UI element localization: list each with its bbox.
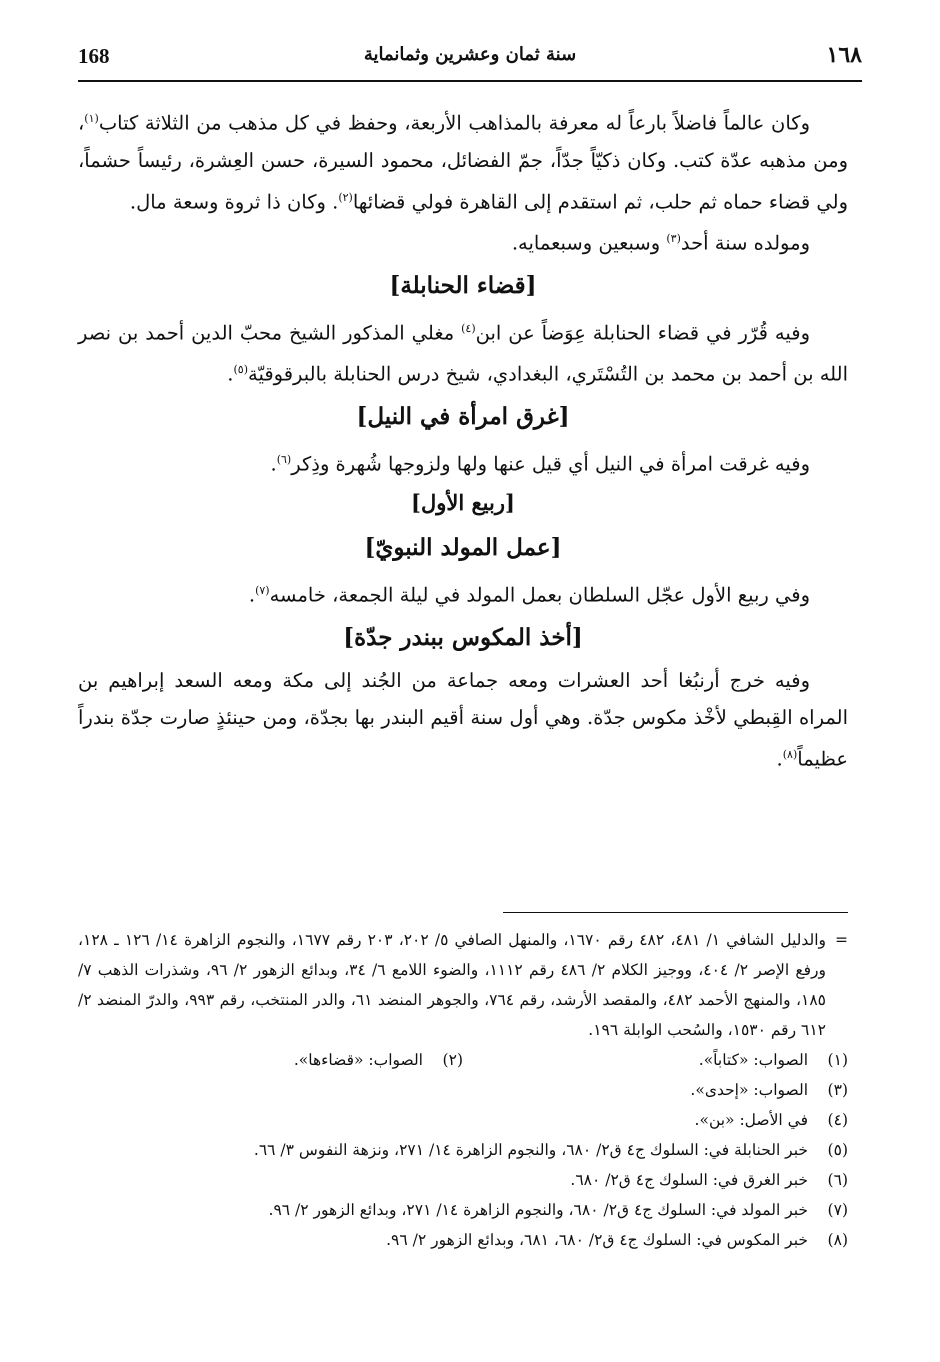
footnote-3: [78, 1075, 848, 1105]
paragraph-3-text-3: .: [227, 362, 234, 386]
footnote-5: [78, 1135, 848, 1165]
section-heading-mawlid: [عمل المولد النبويّ]: [364, 534, 562, 561]
paragraph-2-text: ومولده سنة أحد: [680, 231, 810, 255]
continuation-text: والدليل الشافي ١/ ٤٨١، ٤٨٢ رقم ١٦٧٠، والمنهل الصافي ٥/ ٢٠٢، ٢٠٣ رقم ١٦٧٧، والنجوم الزاهرة ١٤/ ١٢٦ ـ ١٢٨، ورفع الإصر ٢/ ٤٠٤، ووجيز الكلام ٢/ ٤٨٦ رقم ١١١٢، والضوء اللامع ٦/ ٣٤، وبدائع الزهور ٢/ ٩٦، وشذرات الذهب ٧/ ١٨٥، والمنهج الأحمد ٤٨٢، والمقصد الأرشد، رقم ٧٦٤، والجوهر المنضد ٦١، والدر المنتخب، رقم ٩٩٣، والدرّ المنضد ٢/ ٦١٢ رقم ١٥٣٠، والسُحب الوابلة ١٩٦.: [78, 931, 827, 1039]
footnote-text: خبر الحنابلة في: السلوك ج٤ ق٢/ ٦٨٠، والنجوم الزاهرة ١٤/ ٢٧١، ونزهة النفوس ٣/ ٦٦.: [253, 1141, 808, 1159]
paragraph-6-text: وفيه خرج أرنبُغا أحد العشرات ومعه جماعة من الجُند إلى مكة ومعه السعد إبراهيم بن المراه القِبطي لأخْذ مكوس جدّة. وهي أول سنة أقيم البندر بها بجدّة، ومن حينئذٍ صارت جدّة بندراً عظيماً: [78, 668, 848, 770]
section-heading-drowning: [غرق امرأة في النيل]: [356, 402, 570, 430]
footnote-ref-2: (٢): [338, 190, 353, 204]
main-text: [78, 100, 848, 777]
paragraph-5-text-2: .: [248, 583, 256, 607]
paragraph-4-text-2: .: [270, 452, 277, 475]
paragraph-3: [78, 310, 848, 393]
footnote-text: الصواب: «قضاءها».: [293, 1051, 423, 1069]
paragraph-6-text-2: .: [776, 747, 783, 770]
paragraph-5-text: وفي ربيع الأول عجّل السلطان بعمل المولد في ليلة الجمعة، خامسه: [269, 583, 810, 607]
footnote-continuation: [78, 925, 848, 1045]
paragraph-1-text-2: ، ومن مذهبه عدّة كتب. وكان ذكيّاً جدّاً، جمّ الفضائل، محمود السيرة، حسن العِشرة، رئيساً حشماً، ولي قضاء حماه ثم حلب، ثم استقدم إلى القاهرة فولي قضائها: [78, 111, 848, 213]
page-number-latin: 168: [78, 44, 110, 68]
footnote-text: خبر المكوس في: السلوك ج٤ ق٢/ ٦٨٠، ٦٨١، وبدائع الزهور ٢/ ٩٦.: [386, 1231, 808, 1249]
footnote-number: (٤): [827, 1111, 848, 1129]
footnote-8: [78, 1225, 848, 1255]
running-title: سنة ثمان وعشرين وثمانماية: [363, 44, 577, 65]
footnote-text: خبر المولد في: السلوك ج٤ ق٢/ ٦٨٠، والنجوم الزاهرة ١٤/ ٢٧١، وبدائع الزهور ٢/ ٩٦.: [268, 1201, 808, 1219]
paragraph-6: [78, 662, 848, 778]
page-header: [78, 40, 862, 82]
paragraph-1-text: وكان عالماً فاضلاً بارعاً له معرفة بالمذاهب الأربعة، وحفظ في كل مذهب من الثلاثة كتاب: [98, 111, 810, 135]
footnote-number: (٦): [827, 1171, 848, 1189]
footnote-number: (٥): [827, 1141, 848, 1159]
paragraph-1: [78, 100, 848, 220]
footnote-4: [78, 1105, 848, 1135]
footnote-ref-6: (٦): [276, 452, 292, 466]
footnote-1: [463, 1045, 848, 1075]
paragraph-5: [78, 572, 848, 614]
footnote-text: خبر الغرق في: السلوك ج٤ ق٢/ ٦٨٠.: [570, 1171, 808, 1189]
footnote-ref-4: (٤): [461, 321, 476, 335]
footnote-ref-5: (٥): [233, 363, 248, 376]
header-rule: [78, 80, 862, 82]
footnote-ref-3: (٣): [666, 232, 681, 245]
section-heading-month: [ربيع الأول]: [411, 490, 515, 515]
footnote-ref-8: (٨): [782, 747, 798, 761]
continuation-mark: =: [835, 931, 848, 949]
footnote-number: (٨): [827, 1231, 848, 1249]
paragraph-2: [78, 220, 848, 262]
footnote-2: [294, 1045, 463, 1075]
section-heading-hanbali-judges: [قضاء الحنابلة]: [389, 271, 537, 299]
paragraph-3-text-2: مغلي المذكور الشيخ محبّ الدين أحمد بن نصر الله بن أحمد بن محمد بن التُسْتَري، البغدادي، شيخ درس الحنابلة بالبرقوقيّة: [78, 321, 848, 386]
footnote-number: (٧): [827, 1201, 848, 1219]
footnote-rule: [503, 912, 848, 913]
paragraph-4: [78, 441, 848, 483]
paragraph-4-text: وفيه غرقت امرأة في النيل أي قيل عنها ولها ولزوجها شُهرة وذِكر: [291, 452, 810, 475]
footnote-number: (٣): [827, 1081, 848, 1099]
footnote-6: [78, 1165, 848, 1195]
footnote-text: الصواب: «إحدى».: [690, 1081, 808, 1099]
footnote-row-1-2: [78, 1045, 848, 1075]
paragraph-1-text-3: . وكان ذا ثروة وسعة مال.: [129, 190, 339, 213]
footnote-7: [78, 1195, 848, 1225]
section-heading-jeddah-taxes: [أخذ المكوس ببندر جدّة]: [343, 623, 583, 651]
footnote-number: (١): [827, 1051, 848, 1069]
footnote-text: في الأصل: «بن».: [694, 1111, 808, 1129]
footnote-ref-7: (٧): [255, 584, 270, 597]
footnotes: [78, 925, 848, 1255]
footnote-number: (٢): [442, 1051, 463, 1069]
paragraph-3-text: وفيه قُرّر في قضاء الحنابلة عِوَضاً عن ابن: [475, 321, 810, 344]
footnote-ref-1: (١): [84, 112, 99, 125]
footnote-text: الصواب: «كتاباً».: [698, 1051, 808, 1069]
page-number-arabic: ١٦٨: [826, 42, 862, 68]
paragraph-2-text-2: وسبعين وسبعمايه.: [511, 231, 667, 255]
